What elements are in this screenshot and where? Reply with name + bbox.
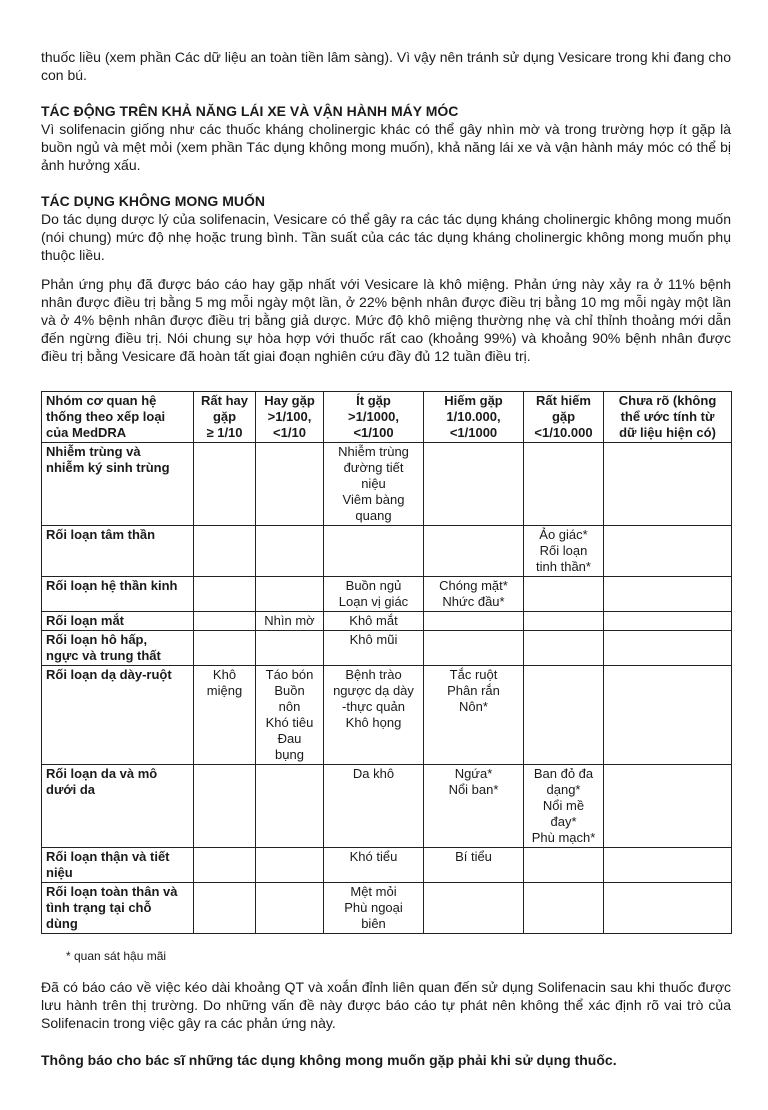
table-header-cell — [424, 392, 524, 443]
cell-line: Nổi ban* — [448, 782, 499, 797]
header-line: <1/10.000 — [534, 425, 593, 440]
frequency-cell — [424, 577, 524, 612]
cell-line: quang — [355, 508, 392, 523]
adverse-paragraph-1: Do tác dụng dược lý của solifenacin, Vesicare có thể gây ra các tác dụng kháng cholinergic không mong muốn (nói chung) mức độ nhẹ hoặc trung bình. Tần suất của các tác dụng kháng cholinergic không mong muốn phụ thuộc liều. — [41, 211, 731, 263]
table-header-cell — [524, 392, 604, 443]
adverse-effects-table — [41, 391, 732, 934]
frequency-cell — [524, 848, 604, 883]
frequency-cell — [324, 631, 424, 666]
cell-line: Nhiễm trùng và — [46, 444, 141, 459]
frequency-cell — [604, 883, 732, 934]
table-row — [42, 526, 732, 577]
closing-note: Thông báo cho bác sĩ những tác dụng không mong muốn gặp phải khi sử dụng thuốc. — [41, 1052, 617, 1068]
table-row — [42, 666, 732, 765]
frequency-cell — [256, 883, 324, 934]
cell-line: Phù mạch* — [531, 830, 596, 845]
table-header-cell — [256, 392, 324, 443]
frequency-cell — [604, 848, 732, 883]
frequency-cell — [524, 631, 604, 666]
organ-class-cell — [42, 848, 194, 883]
cell-line: đường tiết — [343, 460, 404, 475]
frequency-cell — [194, 443, 256, 526]
cell-line: niệu — [46, 865, 73, 880]
frequency-cell — [194, 883, 256, 934]
frequency-cell — [424, 883, 524, 934]
cell-line: Chóng mặt* — [439, 578, 508, 593]
frequency-cell — [194, 631, 256, 666]
frequency-cell — [256, 526, 324, 577]
cell-line: Đau — [277, 731, 302, 746]
table-footnote: * quan sát hậu mãi — [66, 949, 167, 963]
adverse-heading: TÁC DỤNG KHÔNG MONG MUỐN — [41, 193, 265, 209]
frequency-cell — [424, 631, 524, 666]
frequency-cell — [424, 666, 524, 765]
cell-line: ngực và trung thất — [46, 648, 161, 663]
cell-line: Ban đỏ đa — [533, 766, 594, 781]
cell-line: Phù ngoại — [344, 900, 403, 915]
cell-line: dạng* — [546, 782, 581, 797]
cell-line: Rối loạn toàn thân và — [46, 884, 178, 899]
frequency-cell — [324, 612, 424, 631]
organ-class-cell — [42, 526, 194, 577]
cell-line: Ngứa* — [454, 766, 493, 781]
cell-line: Rối loạn dạ dày-ruột — [46, 667, 172, 682]
cell-line: Khó tiêu — [265, 715, 314, 730]
frequency-cell — [424, 848, 524, 883]
frequency-cell — [256, 765, 324, 848]
table-header-cell — [324, 392, 424, 443]
cell-line: Phân rắn — [447, 683, 500, 698]
frequency-cell — [194, 848, 256, 883]
cell-line: Rối loạn hệ thần kinh — [46, 578, 178, 593]
frequency-cell — [524, 883, 604, 934]
frequency-cell — [194, 765, 256, 848]
frequency-cell — [604, 577, 732, 612]
cell-line: Rối loạn da và mô — [46, 766, 158, 781]
frequency-cell — [524, 612, 604, 631]
cell-line: Rối loạn mắt — [46, 613, 125, 628]
cell-line: ngược dạ dày — [333, 683, 414, 698]
frequency-cell — [604, 612, 732, 631]
frequency-cell — [324, 848, 424, 883]
cell-line: Nhìn mờ — [264, 613, 315, 628]
frequency-cell — [424, 526, 524, 577]
cell-line: Da khô — [352, 766, 395, 781]
frequency-cell — [324, 666, 424, 765]
document-page — [41, 48, 731, 1069]
organ-class-cell — [42, 612, 194, 631]
frequency-cell — [256, 848, 324, 883]
frequency-cell — [524, 526, 604, 577]
frequency-cell — [424, 443, 524, 526]
intro-paragraph: thuốc liều (xem phần Các dữ liệu an toàn tiền lâm sàng). Vì vậy nên tránh sử dụng Vesicare trong khi đang cho con bú. — [41, 49, 731, 83]
table-row — [42, 848, 732, 883]
frequency-cell — [194, 612, 256, 631]
table-row — [42, 765, 732, 848]
cell-line: nôn — [278, 699, 301, 714]
cell-line: dưới da — [46, 782, 95, 797]
table-header-cell — [194, 392, 256, 443]
cell-line: Tắc ruột — [449, 667, 498, 682]
cell-line: Buồn ngủ — [345, 578, 402, 593]
header-line: <1/1000 — [449, 425, 498, 440]
organ-class-cell — [42, 666, 194, 765]
cell-line: đay* — [550, 814, 577, 829]
frequency-cell — [524, 666, 604, 765]
frequency-cell — [256, 612, 324, 631]
header-line: Ít gặp — [356, 393, 391, 408]
header-line: 1/10.000, — [446, 409, 501, 424]
table-row — [42, 612, 732, 631]
header-line: Hay gặp — [264, 393, 315, 408]
cell-line: Nổi mề — [542, 798, 585, 813]
cell-line: Khô mũi — [349, 632, 398, 647]
header-line: Chưa rõ (không — [618, 393, 717, 408]
cell-line: tinh thần* — [536, 559, 591, 574]
cell-line: Rối loạn hô hấp, — [46, 632, 148, 647]
frequency-cell — [324, 577, 424, 612]
frequency-cell — [324, 765, 424, 848]
organ-class-cell — [42, 631, 194, 666]
header-line: gặp — [212, 409, 237, 424]
header-line: ≥ 1/10 — [206, 425, 243, 440]
frequency-cell — [604, 666, 732, 765]
adverse-paragraph-2: Phản ứng phụ đã được báo cáo hay gặp nhất với Vesicare là khô miệng. Phản ứng này xảy ra ở 11% bệnh nhân được điều trị bằng 5 mg mỗi ngày một lần, ở 22% bệnh nhân được điều trị bằng 10 mg mỗi ngày một lần và ở 4% bệnh nhân được điều trị bằng giả dược. Mức độ khô miệng thường nhẹ và chỉ thỉnh thoảng mới dẫn đến ngừng điều trị. Nói chung sự hòa hợp với thuốc rất cao (khoảng 99%) và khoảng 90% bệnh nhân được điều trị bằng Vesicare đã hoàn tất giai đoạn nghiên cứu đầy đủ 12 tuần điều trị. — [41, 276, 731, 364]
cell-line: Khó tiểu — [349, 849, 398, 864]
header-line: <1/100 — [353, 425, 394, 440]
header-line: Hiếm gặp — [444, 393, 503, 408]
cell-line: nhiễm ký sinh trùng — [46, 460, 170, 475]
frequency-cell — [604, 526, 732, 577]
frequency-cell — [604, 443, 732, 526]
table-body — [42, 443, 732, 934]
cell-line: dùng — [46, 916, 78, 931]
frequency-cell — [324, 883, 424, 934]
frequency-cell — [524, 443, 604, 526]
table-row — [42, 577, 732, 612]
frequency-cell — [424, 765, 524, 848]
cell-line: Khô — [212, 667, 237, 682]
table-row — [42, 883, 732, 934]
frequency-cell — [256, 631, 324, 666]
table-header-cell — [604, 392, 732, 443]
header-line: <1/10 — [273, 425, 306, 440]
table-row — [42, 631, 732, 666]
cell-line: -thực quản — [342, 699, 405, 714]
frequency-cell — [194, 526, 256, 577]
header-line: Nhóm cơ quan hệ — [46, 393, 157, 408]
table-header-row — [42, 392, 732, 443]
cell-line: Nhiễm trùng — [338, 444, 409, 459]
cell-line: Mệt mỏi — [350, 884, 397, 899]
header-line: của MedDRA — [46, 425, 127, 440]
frequency-cell — [256, 666, 324, 765]
cell-line: Nhức đầu* — [442, 594, 505, 609]
frequency-cell — [524, 765, 604, 848]
header-line: Rất hay — [201, 393, 248, 408]
cell-line: biên — [361, 916, 386, 931]
cell-line: Viêm bàng — [342, 492, 405, 507]
table-header-cell — [42, 392, 194, 443]
frequency-cell — [256, 443, 324, 526]
frequency-cell — [524, 577, 604, 612]
header-line: gặp — [551, 409, 576, 424]
header-line: Rất hiếm — [536, 393, 591, 408]
cell-line: Buồn — [274, 683, 305, 698]
frequency-cell — [256, 577, 324, 612]
cell-line: tình trạng tại chỗ — [46, 900, 152, 915]
frequency-cell — [604, 765, 732, 848]
header-line: thống theo xếp loại — [46, 409, 166, 424]
driving-paragraph: Vì solifenacin giống như các thuốc kháng cholinergic khác có thể gây nhìn mờ và trong trường hợp ít gặp là buồn ngủ và mệt mỏi (xem phần Tác dụng không mong muốn), khả năng lái xe và vận hành máy móc có thể bị ảnh hưởng xấu. — [41, 121, 731, 173]
qt-paragraph: Đã có báo cáo về việc kéo dài khoảng QT và xoắn đỉnh liên quan đến sử dụng Solifenacin sau khi thuốc được lưu hành trên thị trường. Do những vấn đề này được báo cáo tự phát nên không thể xác định rõ vai trò của Solifenacin trong việc gây ra các phản ứng này. — [41, 979, 731, 1031]
frequency-cell — [604, 631, 732, 666]
header-line: dữ liệu hiện có) — [619, 425, 716, 440]
cell-line: Khô họng — [345, 715, 402, 730]
cell-line: Rối loạn — [539, 543, 588, 558]
frequency-cell — [194, 666, 256, 765]
cell-line: Khô mắt — [349, 613, 398, 628]
organ-class-cell — [42, 443, 194, 526]
cell-line: Bí tiểu — [455, 849, 492, 864]
frequency-cell — [324, 443, 424, 526]
organ-class-cell — [42, 883, 194, 934]
header-line: thể ước tính từ — [620, 409, 715, 424]
cell-line: Ảo giác* — [539, 527, 588, 542]
header-line: >1/1000, — [348, 409, 399, 424]
cell-line: bụng — [275, 747, 304, 762]
header-line: >1/100, — [267, 409, 312, 424]
cell-line: Rối loạn tâm thần — [46, 527, 156, 542]
driving-heading: TÁC ĐỘNG TRÊN KHẢ NĂNG LÁI XE VÀ VẬN HÀNH MÁY MÓC — [41, 103, 459, 119]
cell-line: Rối loạn thận và tiết — [46, 849, 170, 864]
frequency-cell — [194, 577, 256, 612]
frequency-cell — [424, 612, 524, 631]
organ-class-cell — [42, 765, 194, 848]
cell-line: Bệnh trào — [345, 667, 402, 682]
organ-class-cell — [42, 577, 194, 612]
cell-line: miệng — [206, 683, 243, 698]
cell-line: Loạn vị giác — [338, 594, 409, 609]
table-row — [42, 443, 732, 526]
frequency-cell — [324, 526, 424, 577]
cell-line: Táo bón — [265, 667, 314, 682]
cell-line: niệu — [361, 476, 386, 491]
cell-line: Nôn* — [459, 699, 488, 714]
